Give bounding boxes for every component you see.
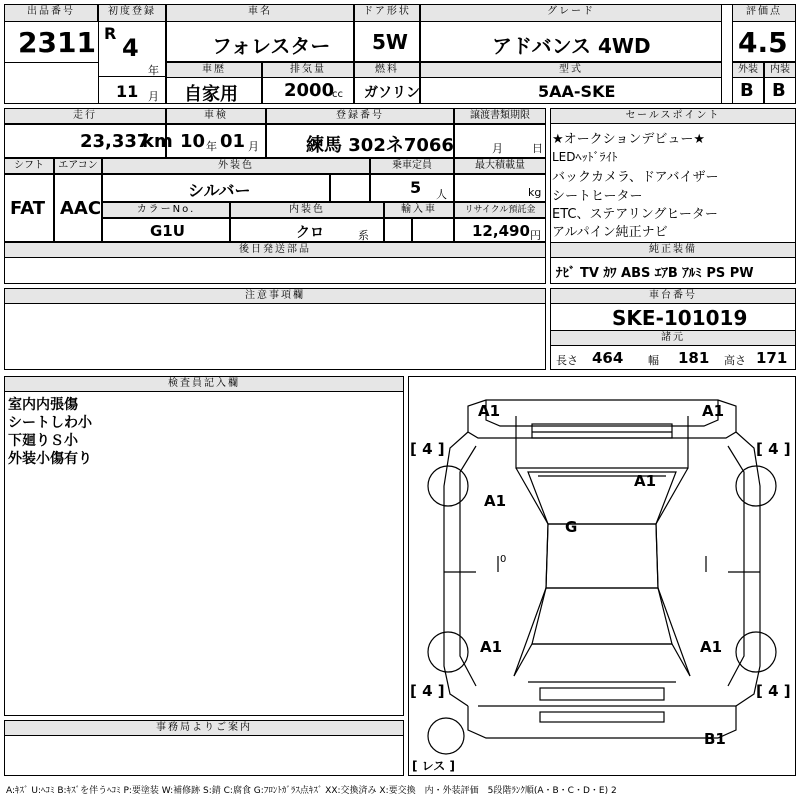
sales-line: ETC、ステアリングヒーター [552, 207, 718, 222]
exterior-grade: B [740, 80, 754, 101]
int-color-unit: 系 [358, 229, 369, 242]
width: 181 [678, 349, 710, 367]
interior-label: 内装 [764, 62, 796, 78]
car-name: フォレスター [212, 34, 331, 58]
sales-line: LEDﾍｯﾄﾞﾗｲﾄ [552, 150, 618, 164]
mileage-unit: km [142, 131, 173, 152]
first-reg-label: 初度登録 [98, 4, 166, 22]
sales-points-label: セールスポイント [550, 108, 796, 124]
tire-rear-right: [ 4 ] [756, 682, 791, 700]
car-name-label: 車名 [166, 4, 354, 22]
shift-label: シフト [4, 158, 54, 174]
score: 4.5 [738, 26, 788, 59]
recycle-fee: 12,490 [472, 222, 530, 240]
notes-label: 注意事項欄 [4, 288, 546, 304]
height: 171 [756, 349, 788, 367]
mark-b1-rear: B1 [704, 730, 726, 748]
tire-front-right: [ 4 ] [756, 440, 791, 458]
aircon-label: エアコン [54, 158, 102, 174]
interior-grade: B [772, 80, 786, 101]
inspector-label: 検査員記入欄 [4, 376, 404, 392]
first-reg-month: 11 [116, 82, 139, 101]
sales-line: ★オークションデビュー★ [552, 132, 706, 147]
tire-front-left: [ 4 ] [410, 440, 445, 458]
month-unit: 月 [148, 90, 159, 103]
capacity: 5 [410, 178, 422, 197]
mark-a1-front-right: A1 [702, 402, 725, 420]
int-color-label: 内装色 [230, 202, 384, 218]
capacity-unit: 人 [436, 188, 447, 201]
mark-a1-rear-left: A1 [480, 638, 503, 656]
inspector-note: 下廻りＳ小 [8, 433, 78, 449]
first-reg-year: 4 [122, 34, 139, 62]
ext-color: シルバー [188, 181, 251, 200]
import-label: 輸入車 [384, 202, 454, 218]
displacement-label: 排気量 [262, 62, 354, 78]
insp-month-unit: 月 [248, 140, 259, 153]
recycle-unit: 円 [530, 229, 541, 242]
recycle-label: リサイクル預託金 [454, 202, 546, 218]
model: 5AA-SKE [538, 82, 616, 101]
mileage-label: 走行 [4, 108, 166, 124]
aircon: AAC [60, 198, 102, 219]
length: 464 [592, 349, 624, 367]
mark-a1-roof: A1 [634, 472, 657, 490]
fuel-label: 燃料 [354, 62, 420, 78]
inspector-note: シートしわ小 [8, 415, 92, 431]
max-load-unit: kg [528, 186, 542, 199]
fuel: ガソリン [364, 85, 420, 101]
reg-no: 練馬 302ネ7066 [306, 135, 454, 156]
specs-label: 諸元 [550, 330, 796, 346]
displacement-unit: cc [332, 89, 343, 100]
history: 自家用 [184, 84, 238, 105]
inspector-note: 外装小傷有り [8, 451, 92, 467]
tread-mark: 0 [500, 554, 507, 565]
color-no: G1U [150, 222, 185, 240]
tire-rear-left: [ 4 ] [410, 682, 445, 700]
score-label: 評価点 [732, 4, 796, 22]
door-type: 5W [372, 30, 408, 54]
chassis-number: SKE-101019 [612, 306, 748, 330]
door-label: ドア形状 [354, 4, 420, 22]
era: R [104, 24, 117, 43]
exterior-label: 外装 [732, 62, 764, 78]
color-no-label: カラーNo. [102, 202, 230, 218]
inspection-label: 車検 [166, 108, 266, 124]
ext-color-label: 外装色 [102, 158, 370, 174]
max-load-label: 最大積載量 [454, 158, 546, 174]
inspection-month: 01 [220, 131, 246, 152]
length-label: 長さ [556, 354, 578, 367]
reg-no-label: 登録番号 [266, 108, 454, 124]
chassis-label: 車台番号 [550, 288, 796, 304]
model-label: 型式 [420, 62, 722, 78]
transfer-day-unit: 日 [532, 142, 543, 155]
year-unit: 年 [148, 64, 159, 77]
lot-no: 2311 [18, 26, 96, 59]
width-label: 幅 [648, 354, 659, 367]
car-diagram [408, 376, 796, 776]
office-label: 事務局よりご案内 [4, 720, 404, 736]
height-label: 高さ [724, 354, 746, 367]
shift: FAT [10, 198, 46, 219]
sales-line: シートヒーター [552, 189, 643, 204]
spare-tire-status: [ レス ] [412, 759, 455, 773]
int-color: クロ [296, 225, 324, 241]
insp-year-unit: 年 [206, 140, 217, 153]
history-label: 車歴 [166, 62, 262, 78]
transfer-month-unit: 月 [492, 142, 503, 155]
inspection-year: 10 [180, 131, 206, 152]
grade-label: グレード [420, 4, 722, 22]
mark-a1-left-door: A1 [484, 492, 507, 510]
lot-no-label: 出品番号 [4, 4, 98, 22]
transfer-label: 譲渡書類期限 [454, 108, 546, 124]
sales-line: バックカメラ、ドアバイザー [552, 170, 719, 185]
later-parts-label: 後日発送部品 [4, 242, 546, 258]
capacity-label: 乗車定員 [370, 158, 454, 174]
mileage: 23,337 [80, 131, 150, 152]
sales-line: アルパイン純正ナビ [552, 225, 668, 240]
mark-a1-rear-right: A1 [700, 638, 723, 656]
grade: アドバンス 4WD [492, 34, 651, 58]
mark-g-glass: G [565, 518, 578, 536]
mark-a1-front-left: A1 [478, 402, 501, 420]
displacement: 2000 [284, 80, 335, 101]
equipment-label: 純正装備 [550, 242, 796, 258]
equipment-list: ﾅﾋﾞ TV ｶﾜ ABS ｴｱB ｱﾙﾐ PS PW [556, 266, 754, 281]
inspector-note: 室内内張傷 [8, 397, 78, 413]
legend-footer: A:ｷｽﾞ U:ﾍｺﾐ B:ｷｽﾞを伴うﾍｺﾐ P:要塗装 W:補修跡 S:錆 C:腐食 G:ﾌﾛﾝﾄｶﾞﾗｽ点ｷｽﾞ XX:交換済み X:要交換 内・外装評価 5段階ﾗﾝｸ順(A・B・C・D・E) 2 [6, 786, 617, 796]
